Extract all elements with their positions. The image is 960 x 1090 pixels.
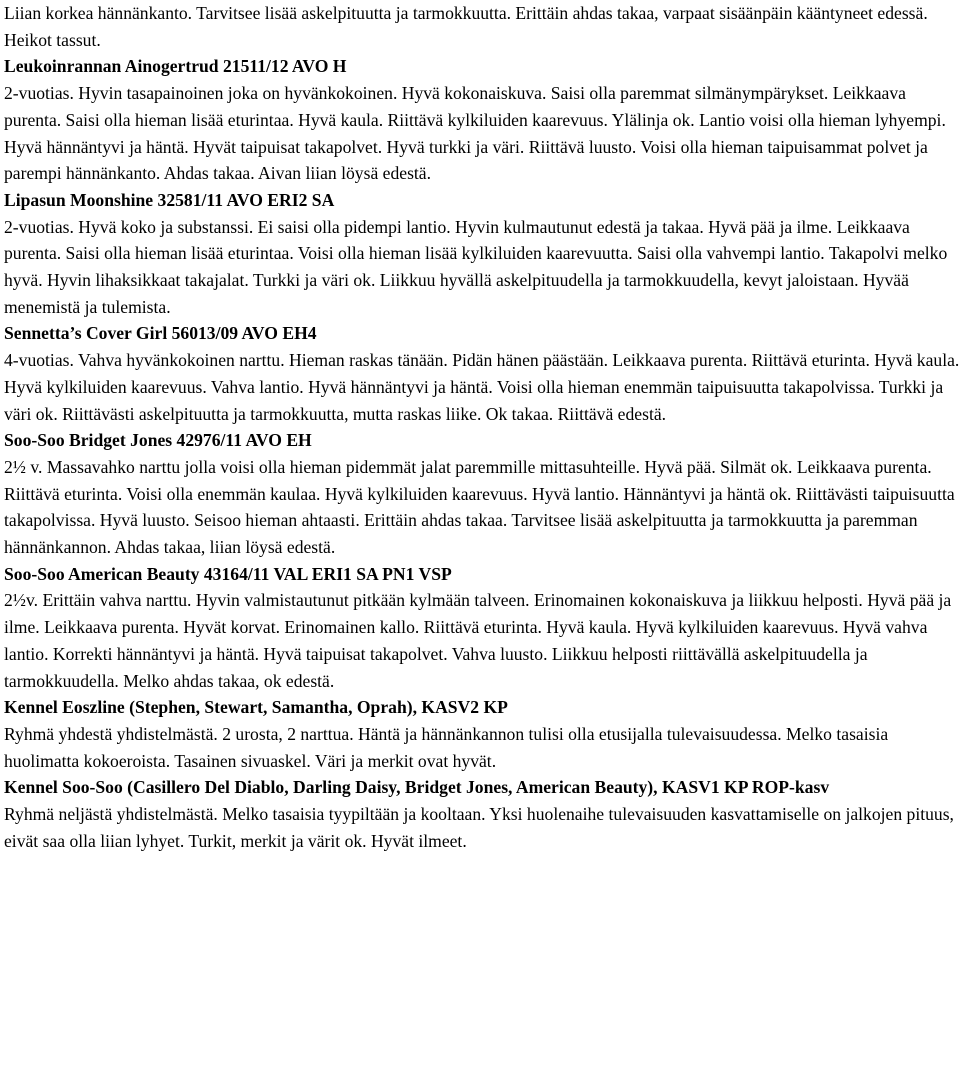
dog-entry-heading: Soo-Soo Bridget Jones 42976/11 AVO EH <box>4 430 312 451</box>
dog-entry-heading: Sennetta’s Cover Girl 56013/09 AVO EH4 <box>4 323 317 344</box>
kennel-group-critique: Ryhmä neljästä yhdistelmästä. Melko tasaisia tyypiltään ja kooltaan. Yksi huolenaihe tulevaisuuden kasvattamiselle on jalkojen pituus, eivät saa olla liian lyhyet. Turkit, merkit ja värit ok. Hyvät ilmeet. <box>4 804 954 851</box>
dog-entry-critique: 2½v. Erittäin vahva narttu. Hyvin valmistautunut pitkään kylmään talveen. Erinomainen kokonaiskuva ja liikkuu helposti. Hyvä pää ja ilme. Leikkaava purenta. Hyvät korvat. Erinomainen kallo. Riittävä eturinta. Hyvä kaula. Hyvä kylkiluiden kaarevuus. Hyvä vahva lantio. Korrekti hännäntyvi ja häntä. Hyvä taipuisat takapolvet. Vahva luusto. Liikkuu helposti riittävällä askelpituudella ja tarmokkuudella. Melko ahdas takaa, ok edestä. <box>4 590 952 691</box>
dog-entry-critique: 2½ v. Massavahko narttu jolla voisi olla hieman pidemmät jalat paremmille mittasuhteille. Hyvä pää. Silmät ok. Leikkaava purenta. Riittävä eturinta. Voisi olla enemmän kaulaa. Hyvä kylkiluiden kaarevuus. Hyvä lantio. Hännäntyvi ja häntä ok. Riittävästi taipuisuutta takapolvissa. Hyvä luusto. Seisoo hieman ahtaasti. Erittäin ahdas takaa. Tarvitsee lisää askelpituutta ja tarmokkuutta ja paremman hännänkannon. Ahdas takaa, liian löysä edestä. <box>4 456 955 558</box>
dog-entry-critique: 2-vuotias. Hyvä koko ja substanssi. Ei saisi olla pidempi lantio. Hyvin kulmautunut edestä ja takaa. Hyvä pää ja ilme. Leikkaava purenta. Saisi olla hieman lisää eturintaa. Voisi olla hieman lisää kylkiluiden kaarevuutta. Saisi olla vahvempi lantio. Takapolvi melko hyvä. Hyvin lihaksikkaat takajalat. Turkki ja väri ok. Liikkuu hyvällä askelpituudella ja tarmokkuudella, kevyt jaloistaan. Hyvää menemistä ja tulemista. <box>4 216 948 317</box>
dog-entry-heading: Soo-Soo American Beauty 43164/11 VAL ERI1 SA PN1 VSP <box>4 563 452 584</box>
kennel-group-heading: Kennel Eoszline (Stephen, Stewart, Samantha, Oprah), KASV2 KP <box>4 697 508 718</box>
dog-entry-heading: Lipasun Moonshine 32581/11 AVO ERI2 SA <box>4 189 335 210</box>
kennel-group-critique: Ryhmä yhdestä yhdistelmästä. 2 urosta, 2 narttua. Häntä ja hännänkannon tulisi olla etusijalla tulevaisuudessa. Melko tasaisia huolimatta kokoeroista. Tasainen sivuaskel. Väri ja merkit ovat hyvät. <box>4 723 889 771</box>
dog-entry-heading: Leukoinrannan Ainogertrud 21511/12 AVO H <box>4 56 347 77</box>
kennel-group-heading: Kennel Soo-Soo (Casillero Del Diablo, Darling Daisy, Bridget Jones, American Beauty), KASV1 KP ROP-kasv <box>4 777 830 798</box>
dog-entry-critique: 4-vuotias. Vahva hyvänkokoinen narttu. Hieman raskas tänään. Pidän hänen päästään. Leikkaava purenta. Riittävä eturinta. Hyvä kaula. Hyvä kylkiluiden kaarevuus. Vahva lantio. Hyvä hännäntyvi ja häntä. Voisi olla hieman enemmän taipuisuutta takapolvissa. Turkki ja väri ok. Riittävästi askelpituutta ja tarmokkuutta, mutta raskas liike. Ok takaa. Riittävä edestä. <box>4 350 960 424</box>
dog-entry-critique: 2-vuotias. Hyvin tasapainoinen joka on hyvänkokoinen. Hyvä kokonaiskuva. Saisi olla paremmat silmänympärykset. Leikkaava purenta. Saisi olla hieman lisää eturintaa. Hyvä kaula. Riittävä kylkiluiden kaarevuus. Ylälinja ok. Lantio voisi olla hieman lyhyempi. Hyvä hännäntyvi ja häntä. Hyvät taipuisat takapolvet. Hyvä turkki ja väri. Riittävä luusto. Voisi olla hieman taipuisammat polvet ja parempi hännänkanto. Ahdas takaa. Aivan liian löysä edestä. <box>4 83 946 184</box>
intro-paragraph: Liian korkea hännänkanto. Tarvitsee lisää askelpituutta ja tarmokkuutta. Erittäin ahdas takaa, varpaat sisäänpäin kääntyneet edessä. Heikot tassut. <box>4 3 928 50</box>
